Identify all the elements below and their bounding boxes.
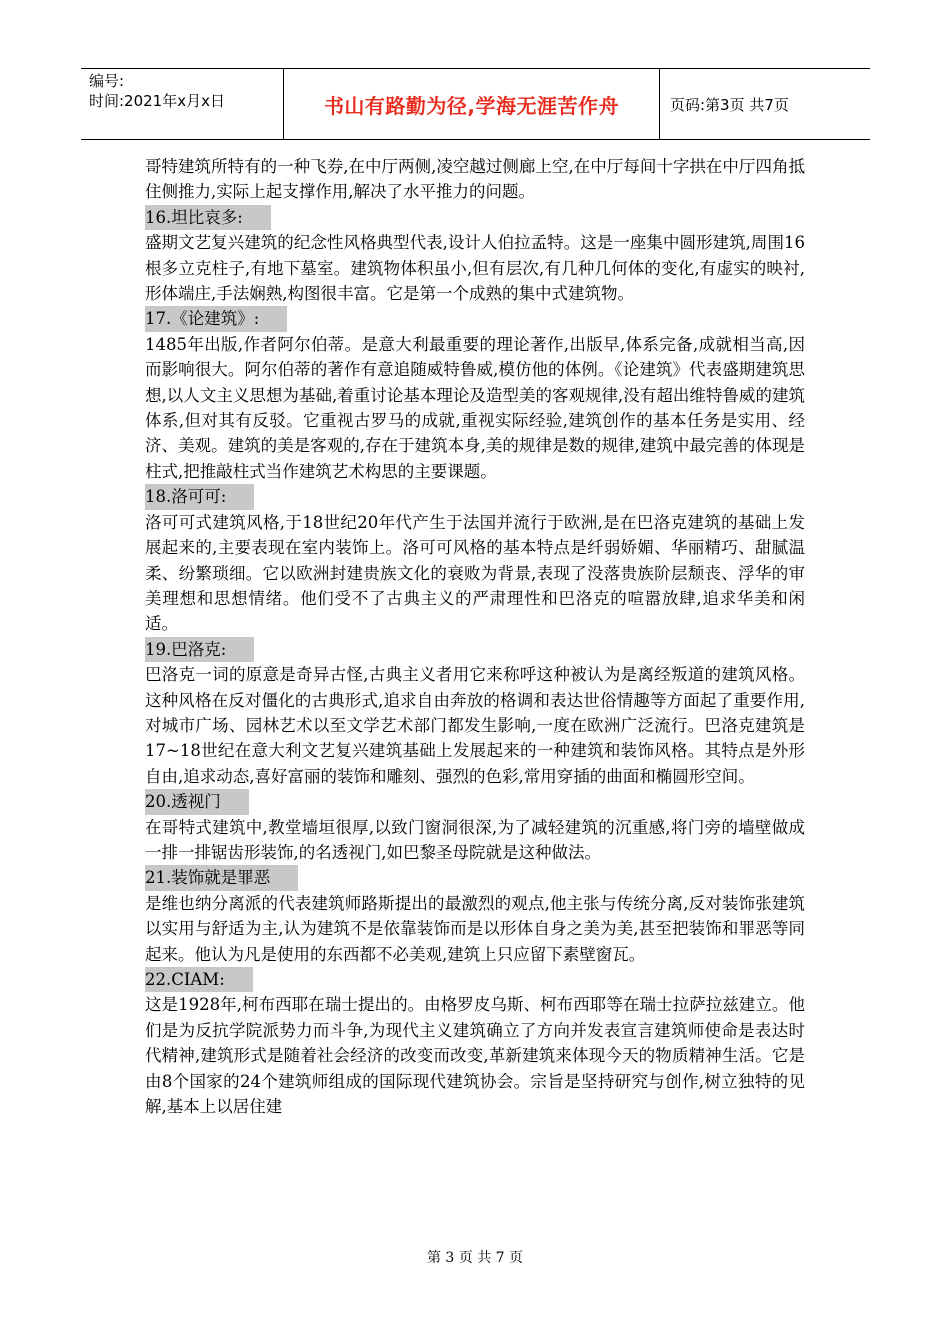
paragraph: 1485年出版,作者阿尔伯蒂。是意大利最重要的理论著作,出版早,体系完备,成就相当高,因而影响很大。阿尔伯蒂的著作有意追随威特鲁威,模仿他的体例。《论建筑》代表盛期建筑思想,以人文主义思想为基础,着重讨论基本理论及造型美的客观规律,没有超出维特鲁威的建筑体系,但对其有反驳。它重视古罗马的成就,重视实际经验,建筑创作的基本任务是实用、经济、美观。建筑的美是客观的,存在于建筑本身,美的规律是数的规律,建筑中最完善的体现是柱式,把推敲柱式当作建筑艺术构思的主要课题。: [145, 334, 805, 481]
term-heading-row: [145, 306, 805, 331]
page-footer: 第 3 页 共 7 页: [426, 1250, 524, 1266]
term-heading: 17.《论建筑》:: [145, 306, 287, 331]
paragraph: 盛期文艺复兴建筑的纪念性风格典型代表,设计人伯拉孟特。这是一座集中圆形建筑,周围16根多立克柱子,有地下墓室。建筑物体积虽小,但有层次,有几种几何体的变化,有虚实的映衬,形体端庄,手法娴熟,构图很丰富。它是第一个成熟的集中式建筑物。: [145, 233, 805, 304]
header-page-label: 页码:第3页 共7页: [670, 95, 789, 114]
page-header: [81, 68, 870, 140]
term-heading: 19.巴洛克:: [145, 637, 254, 662]
document-number-label: 编号:: [89, 72, 125, 90]
paragraph: 在哥特式建筑中,教堂墙垣很厚,以致门窗洞很深,为了减轻建筑的沉重感,将门旁的墙壁做成一排一排锯齿形装饰,的名透视门,如巴黎圣母院就是这种做法。: [145, 817, 805, 862]
header-motto-cell: [284, 69, 660, 139]
paragraph: 巴洛克一词的原意是奇异古怪,古典主义者用它来称呼这种被认为是离经叛道的建筑风格。这种风格在反对僵化的古典形式,追求自由奔放的格调和表达世俗情趣等方面起了重要作用,对城市广场、园林艺术以至文学艺术部门都发生影响,一度在欧洲广泛流行。巴洛克建筑是17~18世纪在意大利文艺复兴建筑基础上发展起来的一种建筑和装饰风格。其特点是外形自由,追求动态,喜好富丽的装饰和雕刻、强烈的色彩,常用穿插的曲面和椭圆形空间。: [145, 665, 805, 786]
document-time-label: 时间:2021年x月x日: [89, 92, 225, 110]
paragraph: 哥特建筑所特有的一种飞券,在中厅两侧,凌空越过侧廊上空,在中厅每间十字拱在中厅四角抵住侧推力,实际上起支撑作用,解决了水平推力的问题。: [145, 157, 805, 202]
term-heading: 20.透视门: [145, 789, 249, 814]
term-heading: 18.洛可可:: [145, 484, 254, 509]
term-heading: 22.CIAM:: [145, 967, 253, 992]
term-heading-row: [145, 484, 805, 509]
header-motto: 书山有路勤为径,学海无涯苦作舟: [323, 93, 620, 118]
term-heading-row: [145, 637, 805, 662]
header-page-cell: [660, 69, 870, 139]
header-meta-cell: [81, 69, 284, 139]
term-heading-row: [145, 789, 805, 814]
term-heading: 16.坦比哀多:: [145, 205, 271, 230]
term-heading: 21.装饰就是罪恶: [145, 865, 298, 890]
term-heading-row: [145, 205, 805, 230]
term-heading-row: [145, 865, 805, 890]
paragraph: 这是1928年,柯布西耶在瑞士提出的。由格罗皮乌斯、柯布西耶等在瑞士拉萨拉兹建立。他们是为反抗学院派势力而斗争,为现代主义建筑确立了方向并发表宣言建筑师使命是表达时代精神,建筑形式是随着社会经济的改变而改变,革新建筑来体现今天的物质精神生活。它是由8个国家的24个建筑师组成的国际现代建筑协会。宗旨是坚持研究与创作,树立独特的见解,基本上以居住建: [145, 995, 805, 1117]
term-heading-row: [145, 967, 805, 992]
paragraph: 是维也纳分离派的代表建筑师路斯提出的最激烈的观点,他主张与传统分离,反对装饰张建筑以实用与舒适为主,认为建筑不是依靠装饰而是以形体自身之美为美,甚至把装饰和罪恶等同起来。他认为凡是使用的东西都不必美观,建筑上只应留下素壁窗瓦。: [145, 893, 805, 964]
document-body: [145, 154, 805, 1119]
paragraph: 洛可可式建筑风格,于18世纪20年代产生于法国并流行于欧洲,是在巴洛克建筑的基础上发展起来的,主要表现在室内装饰上。洛可可风格的基本特点是纤弱娇媚、华丽精巧、甜腻温柔、纷繁琐细。它以欧洲封建贵族文化的衰败为背景,表现了没落贵族阶层颓丧、浮华的审美理想和思想情绪。他们受不了古典主义的严肃理性和巴洛克的喧嚣放肆,追求华美和闲适。: [145, 512, 805, 634]
